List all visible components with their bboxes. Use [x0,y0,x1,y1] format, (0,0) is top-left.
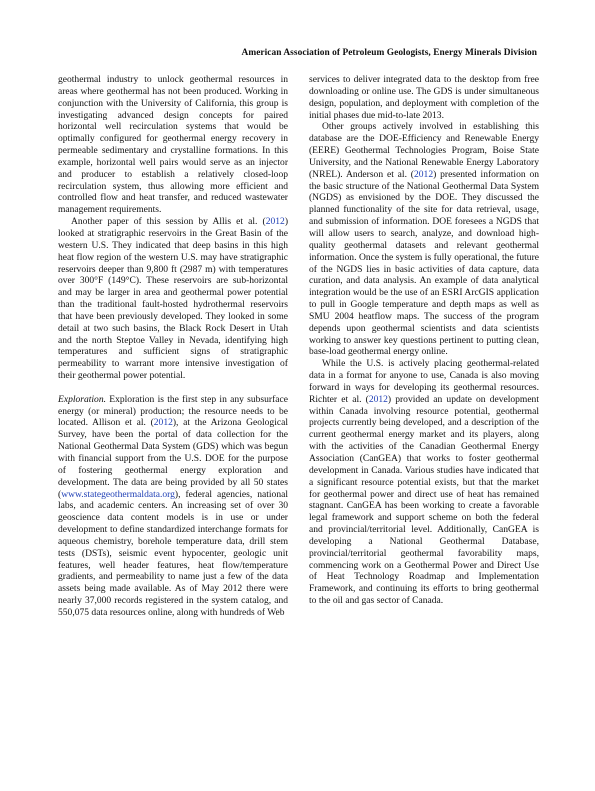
paragraph-text: Exploration is the first step in any subsurface energy (or mineral) production; the resource needs to be located. Allison et al. ( [58,393,288,429]
citation-link[interactable]: 2012 [265,216,285,228]
paragraph-text: ) looked at stratigraphic reservoirs in the Great Basin of the western U.S. They indicated that deep basins in this high heat flow region of the western U.S. may have stratigraphic reservoirs deeper than 9,800 ft (2987 m) with temperatures over 300°F (149°C). These reservoirs are sub-horizontal and may be larger in area and geothermal power potential than the traditional fault-hosted hydrothermal reservoirs that have been previously developed. They looked in some detail at two such basins, the Black Rock Desert in Utah and the north Steptoe Valley in Nevada, identifying high temperatures and sufficient signs of stratigraphic permeability to warrant more intensive investigation of their geothermal power potential. [58,216,288,382]
running-header: American Association of Petroleum Geologists, Energy Minerals Division [241,48,537,58]
left-paragraph-1: geothermal industry to unlock geothermal resources in areas where geothermal has not been produced. Working in conjunction with the University of California, this group is investigating advanced design concepts for paired horizontal well recirculation systems that would be optimally configured for geothermal energy recovery in permeable sedimentary and crystalline formations. In this example, horizontal well pairs would serve as an injector and producer to establish a relatively closed-loop recirculation system, thus allowing more efficient and controlled flow and heat transfer, and reduced wastewater management requirements. [58,74,288,216]
right-paragraph-2 [309,121,539,358]
left-paragraph-3 [58,394,288,619]
paragraph-text: ) presented information on the basic structure of the National Geothermal Data System (NGDS) as envisioned by the DOE. They discussed the planned functionality of the site for data retrieval, usage, and submission of information. DOE foresees a NGDS that will allow users to search, analyze, and download high-quality geothermal datasets and relevant geothermal information. Once the system is fully operational, the future of the NGDS lies in basic activities of data capture, data curation, and data analysis. An example of data analytical integration would be the use of an ESRI ArcGIS application to pull in Google temperature and depth maps as well as SMU 2004 heatflow maps. The success of the program depends upon geothermal scientists and data scientists working to answer key questions pertinent to putting clean, base-load geothermal energy online. [309,168,540,358]
left-paragraph-2 [58,216,288,382]
paragraph-text: ) provided an update on development within Canada involving resource potential, geothermal projects currently being developed, and a description of the current geothermal energy market and its players, along with the activities of the Canadian Geothermal Energy Association (CanGEA) that works to foster geothermal development in Canada. Various studies have indicated that a significant resource potential exists, but that the market for geothermal power and direct use of heat has remained stagnant. CanGEA has been working to create a favorable legal framework and support scheme on both the federal and provincial/territorial level. Additionally, CanGEA is developing a National Geothermal Database, provincial/territorial geothermal favorability maps, commencing work on a Geothermal Power and Direct Use of Heat Technology Roadmap and Implementation Framework, and continuing its efforts to bring geothermal to the oil and gas sector of Canada. [309,393,539,607]
paragraph-text: Other groups actively involved in establishing this database are the DOE-Efficiency and Renewable Energy (EERE) Geothermal Technologies Program, Boise State University, and the National Renewable Energy Laboratory (NREL). Anderson et al. ( [309,121,539,180]
paragraph-text: Another paper of this session by Allis et al. ( [71,216,266,228]
paragraph-text: ), at the Arizona Geological Survey, have been the portal of data collection for the National Geothermal Data System (GDS) which was begun with financial support from the U.S. DOE for the purpose of fostering geothermal energy exploration and development. The data are being provided by all 50 states ( [58,417,288,500]
citation-link[interactable]: 2012 [414,168,434,180]
paragraph-text: While the U.S. is actively placing geothermal-related data in a format for anyone to use, Canada is also moving forward in ways for developing its geothermal resources. Richter et al. ( [309,358,539,405]
citation-link[interactable]: 2012 [368,393,388,405]
section-runin-heading: Exploration. [58,393,106,405]
right-paragraph-3 [309,358,539,607]
right-paragraph-1: services to deliver integrated data to the desktop from free downloading or online use. The GDS is under simultaneous design, population, and deployment with completion of the initial phases due mid-to-late 2013. [309,74,539,121]
left-column [58,74,288,619]
website-link[interactable]: www.stategeothermaldata.org [61,488,175,500]
paragraph-text: ), federal agencies, national labs, and academic centers. An increasing set of over 30 geoscience data content models is in use or under development to define standardized interchange formats for aqueous chemistry, borehole temperature data, drill stem tests (DSTs), seismic event hypocenter, geologic unit features, well header features, heat flow/temperature gradients, and permeability to name just a few of the data assets being made available. As of May 2012 there were nearly 37,000 records registered in the system catalog, and 550,075 data resources online, along with hundreds of Web [58,488,288,618]
citation-link[interactable]: 2012 [153,417,173,429]
right-column [309,74,539,607]
